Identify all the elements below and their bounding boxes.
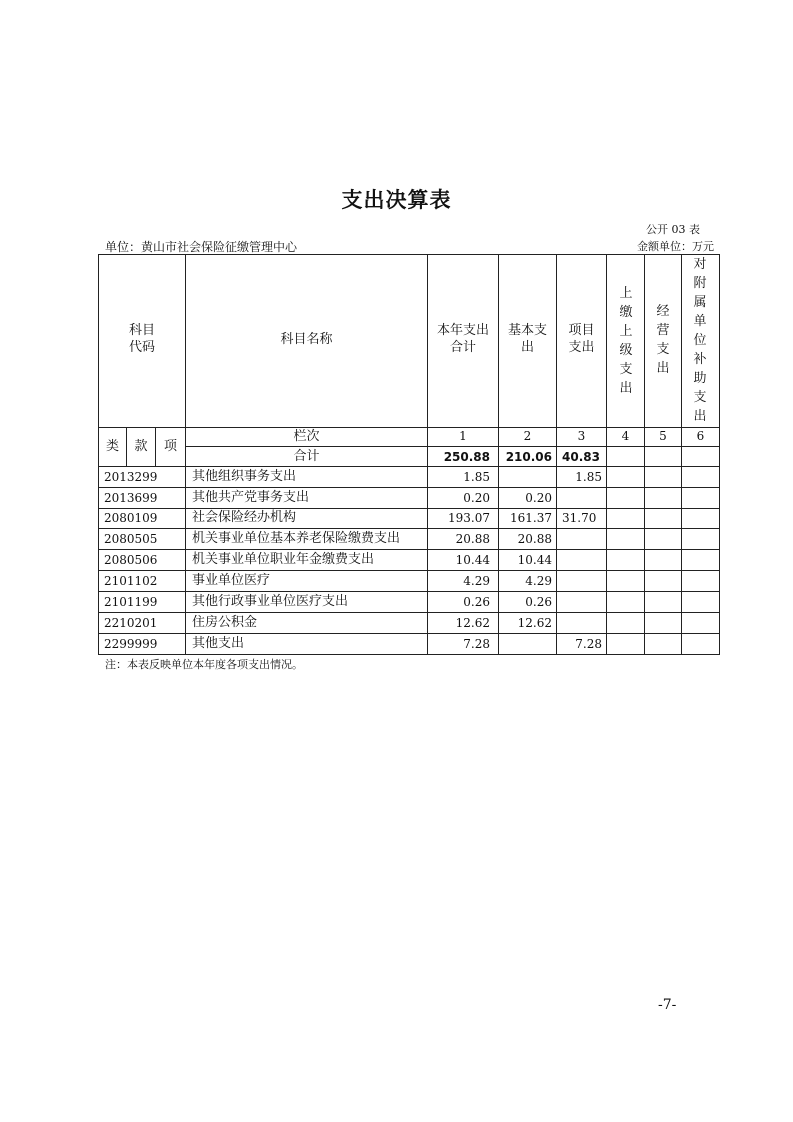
form-number: 公开 03 表 <box>646 223 700 236</box>
table-row <box>0 529 793 549</box>
row-total: 20.88 <box>455 532 490 546</box>
header-xiang: 项 <box>163 439 177 454</box>
total-row-label: 合计 <box>293 449 320 464</box>
row-basic <box>500 634 552 654</box>
table-row <box>0 508 793 528</box>
row-code: 2080505 <box>104 532 158 546</box>
header-code-line1: 科目 <box>128 323 155 338</box>
row-total: 0.20 <box>463 491 490 505</box>
header-name: 科目名称 <box>280 332 333 347</box>
header-subsidy-char: 出 <box>693 409 707 424</box>
header-subsidy <box>691 255 709 426</box>
header-subsidy-char: 支 <box>693 390 707 405</box>
header-subsidy-char: 对 <box>693 257 707 272</box>
row-basic: 12.62 <box>517 616 552 630</box>
header-upper <box>617 284 635 398</box>
unit-label: 单位：黄山市社会保险征缴管理中心 <box>105 240 298 254</box>
amount-unit-label: 金额单位：万元 <box>637 240 714 253</box>
header-basic-line2: 出 <box>520 340 534 355</box>
lanci-label: 栏次 <box>293 429 320 444</box>
header-subsidy-char: 助 <box>693 371 707 386</box>
header-basic-line1: 基本支 <box>507 323 547 338</box>
col-number: 4 <box>621 429 630 443</box>
col-number: 1 <box>459 429 467 443</box>
header-upper-char: 支 <box>619 362 633 377</box>
row-total: 7.28 <box>463 637 490 651</box>
row-total: 193.07 <box>448 511 490 525</box>
table-row <box>0 592 793 612</box>
row-name: 机关事业单位职业年金缴费支出 <box>192 552 375 567</box>
header-upper-char: 缴 <box>619 305 633 320</box>
row-project <box>558 613 602 633</box>
row-total: 0.26 <box>463 595 490 609</box>
table-note: 注：本表反映单位本年度各项支出情况。 <box>105 658 303 671</box>
header-business-char: 营 <box>656 323 670 338</box>
row-project <box>558 550 602 570</box>
row-name: 其他行政事业单位医疗支出 <box>192 594 349 609</box>
header-business-char: 出 <box>656 361 670 376</box>
row-basic <box>500 467 552 487</box>
header-code-line2: 代码 <box>128 340 155 355</box>
header-code <box>99 322 185 356</box>
row-name: 社会保险经办机构 <box>192 510 297 525</box>
row-project <box>558 529 602 549</box>
row-basic: 10.44 <box>517 553 552 567</box>
header-project <box>557 322 606 356</box>
row-code: 2013299 <box>104 470 158 484</box>
total-row-project: 40.83 <box>562 450 600 464</box>
header-upper-char: 级 <box>619 343 633 358</box>
row-name: 其他共产党事务支出 <box>192 490 310 505</box>
header-subsidy-char: 附 <box>693 276 707 291</box>
header-lei: 类 <box>105 439 119 454</box>
row-name: 其他支出 <box>192 636 245 651</box>
row-code: 2080506 <box>104 553 158 567</box>
row-code: 2080109 <box>104 511 158 525</box>
row-name: 住房公积金 <box>192 615 258 630</box>
table-row <box>0 634 793 654</box>
header-subsidy-char: 单 <box>693 314 707 329</box>
row-code: 2299999 <box>104 637 158 651</box>
row-total: 12.62 <box>455 616 490 630</box>
table-row <box>0 467 793 487</box>
header-subsidy-char: 位 <box>693 333 707 348</box>
page-title: 支出决算表 <box>341 188 452 212</box>
header-upper-char: 上 <box>619 286 633 301</box>
header-total-line2: 合计 <box>449 340 476 355</box>
row-name: 事业单位医疗 <box>192 573 271 588</box>
header-project-line1: 项目 <box>568 323 595 338</box>
col-number: 6 <box>696 429 705 443</box>
row-project: 31.70 <box>562 511 597 525</box>
header-subsidy-char: 属 <box>693 295 707 310</box>
table-row <box>0 488 793 508</box>
row-code: 2210201 <box>104 616 158 630</box>
table-row <box>0 550 793 570</box>
row-basic: 0.26 <box>525 595 552 609</box>
header-business-char: 支 <box>656 342 670 357</box>
total-row-total: 250.88 <box>443 450 490 464</box>
row-name: 其他组织事务支出 <box>192 469 297 484</box>
row-basic: 0.20 <box>525 491 552 505</box>
row-project <box>558 592 602 612</box>
col-number: 2 <box>523 429 532 443</box>
header-basic <box>499 322 556 356</box>
header-project-line2: 支出 <box>568 340 595 355</box>
page-number: -7- <box>658 997 677 1013</box>
header-business-char: 经 <box>656 304 670 319</box>
header-total <box>428 322 498 356</box>
row-name: 机关事业单位基本养老保险缴费支出 <box>192 531 401 546</box>
row-project <box>558 571 602 591</box>
header-subsidy-char: 补 <box>693 352 707 367</box>
row-code: 2101199 <box>104 595 158 609</box>
header-total-line1: 本年支出 <box>436 323 489 338</box>
row-code: 2013699 <box>104 491 158 505</box>
header-kuan: 款 <box>134 439 148 454</box>
row-total: 4.29 <box>463 574 490 588</box>
table-row <box>0 613 793 633</box>
total-row-basic: 210.06 <box>505 450 552 464</box>
row-code: 2101102 <box>104 574 158 588</box>
header-upper-char: 上 <box>619 324 633 339</box>
row-project: 7.28 <box>575 637 602 651</box>
table-row <box>0 571 793 591</box>
col-number: 5 <box>659 429 667 443</box>
row-basic: 4.29 <box>525 574 552 588</box>
row-total: 10.44 <box>455 553 490 567</box>
row-basic: 161.37 <box>510 511 552 525</box>
header-business <box>654 302 672 378</box>
row-project <box>558 488 602 508</box>
col-number: 3 <box>577 429 586 443</box>
row-basic: 20.88 <box>517 532 552 546</box>
row-project: 1.85 <box>575 470 602 484</box>
header-upper-char: 出 <box>619 381 633 396</box>
row-total: 1.85 <box>463 470 490 484</box>
